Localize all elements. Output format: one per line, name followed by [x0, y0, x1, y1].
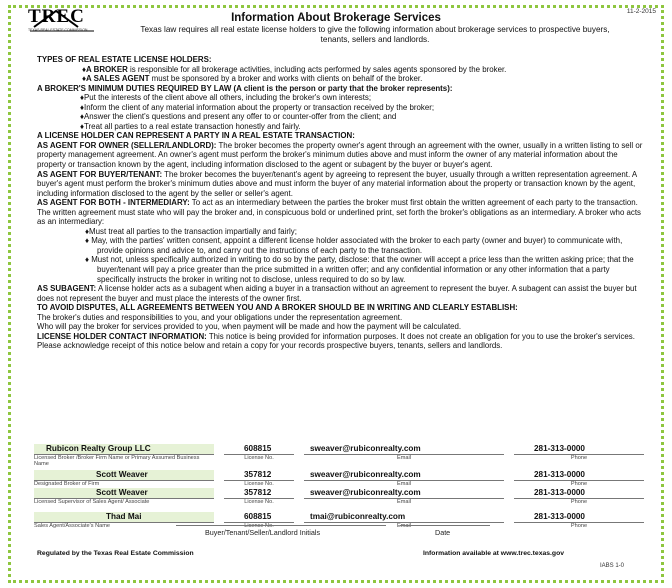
form-row-broker [34, 444, 654, 465]
page-title: Information About Brokerage Services [231, 12, 441, 24]
intermediary-item: ♦Must treat all parties to the transaction impartially and fairly; [85, 226, 297, 236]
notice-body [37, 55, 644, 351]
email-label: Email [304, 498, 504, 505]
email-field[interactable]: sweaver@rubiconrealty.com [310, 470, 421, 479]
duty-item: ♦Treat all parties to a real estate transaction honestly and fairly. [80, 121, 301, 131]
represent-heading: A LICENSE HOLDER CAN REPRESENT A PARTY IN A REAL ESTATE TRANSACTION: [37, 131, 355, 141]
name-label: Licensed Supervisor of Sales Agent/ Associate [34, 498, 214, 505]
intermediary-item: ♦ Must not, unless specifically authorized in writing to do so by the party, disclose: that the owner will accept a price less than the written asking price; that the buyer/tenant will pay a price greater than the price submitted in a written offer; and any confidential information or any other information that a party specifically instructs the broker in writing not to disclose, unless required to do so by law. [85, 255, 634, 284]
email-label: Email [304, 480, 504, 487]
intro-text: Texas law requires all real estate license holders to give the following information about brokerage services to prospective buyers, tenants, sellers and landlords. [140, 25, 610, 44]
license-field[interactable]: 357812 [244, 470, 272, 479]
email-field[interactable]: sweaver@rubiconrealty.com [310, 444, 421, 453]
logo-subtitle: TEXAS REAL ESTATE COMMISSION [28, 28, 88, 32]
contact-para: LICENSE HOLDER CONTACT INFORMATION: This notice is being provided for information purposes. It does not create an obligation for you to use the broker's services. Please acknowledge receipt of this notice below and retain a copy for your records prospective buyers, tenants, sellers and landlords. [37, 331, 635, 351]
form-id: IABS 1-0 [600, 563, 625, 569]
disputes-heading: TO AVOID DISPUTES, ALL AGREEMENTS BETWEEN YOU AND A BROKER SHOULD BE IN WRITING AND CLEARLY ESTABLISH: [37, 303, 518, 313]
email-label: Email [304, 522, 504, 529]
form-date: 11-2-2015 [626, 8, 656, 15]
form-row-agent [34, 512, 654, 533]
license-label: License No. [224, 498, 294, 505]
license-field[interactable]: 608815 [244, 444, 272, 453]
phone-field[interactable]: 281-313-0000 [534, 444, 585, 453]
designated-broker-field[interactable]: Scott Weaver [96, 470, 148, 479]
name-label: Designated Broker of Firm [34, 480, 214, 487]
phone-field[interactable]: 281-313-0000 [534, 470, 585, 479]
license-holder-form [34, 444, 654, 544]
owner-agent-para: AS AGENT FOR OWNER (SELLER/LANDLORD): The broker becomes the property owner's agent through an agreement with the owner, usually in a written listing to sell or property management agreement. An owner's agent must perform the broker's minimum duties above and must inform the owner of any material information about the property or transaction known by the agent, including information disclosed to the agent or subagent by the buyer or buyer's agent. [37, 140, 643, 170]
name-label: Sales Agent/Associate's Name [34, 522, 214, 529]
logo-text: TREC [28, 6, 85, 27]
phone-label: Phone [514, 454, 644, 461]
duty-item: ♦Put the interests of the client above all others, including the broker's own interests; [80, 93, 372, 103]
phone-field[interactable]: 281-313-0000 [534, 488, 585, 497]
broker-item: ♦A BROKER is responsible for all brokerage activities, including acts performed by sales agents sponsored by the broker. [82, 64, 507, 74]
name-label: Licensed Broker /Broker Firm Name or Primary Assumed Business Name [34, 454, 214, 467]
duties-heading: A BROKER'S MINIMUM DUTIES REQUIRED BY LAW (A client is the person or party that the broker represents): [37, 83, 453, 93]
phone-label: Phone [514, 498, 644, 505]
duty-item: ♦Answer the client's questions and present any offer to or counter-offer from the client; and [80, 112, 397, 122]
phone-label: Phone [514, 522, 644, 529]
email-label: Email [304, 454, 504, 461]
email-field[interactable]: tmai@rubiconrealty.com [310, 512, 406, 521]
license-label: License No. [224, 480, 294, 487]
license-label: License No. [224, 454, 294, 461]
phone-label: Phone [514, 480, 644, 487]
agent-item: ♦A SALES AGENT must be sponsored by a broker and works with clients on behalf of the broker. [82, 74, 423, 84]
email-field[interactable]: sweaver@rubiconrealty.com [310, 488, 421, 497]
intermediary-para: AS AGENT FOR BOTH - INTERMEDIARY: To act as an intermediary between the parties the broker must first obtain the written agreement of each party to the transaction. The written agreement must state who will pay the broker and, in conspicuous bold or underlined print, set forth the broker's obligations as an intermediary. A broker who acts as an intermediary: [37, 198, 641, 227]
duty-item: ♦Inform the client of any material information about the property or transaction received by the broker; [80, 102, 435, 112]
types-heading: TYPES OF REAL ESTATE LICENSE HOLDERS: [37, 55, 212, 64]
date-label: Date [435, 528, 451, 537]
dispute-item: Who will pay the broker for services provided to you, when payment will be made and how the payment will be calculated. [37, 322, 462, 332]
footer-regulated: Regulated by the Texas Real Estate Commission [37, 550, 194, 557]
license-label: License No. [224, 522, 294, 529]
initials-line[interactable] [176, 525, 386, 526]
buyer-agent-para: AS AGENT FOR BUYER/TENANT: The broker becomes the buyer/tenant's agent by agreeing to represent the buyer, usually through a written representation agreement. A buyer's agent must perform the broker's minimum duties above and must inform the buyer of any material information about the property or transaction known by the agent, including information disclosed to the agent by the seller or seller's agent. [37, 169, 637, 198]
form-row-supervisor [34, 488, 654, 509]
date-line[interactable] [400, 525, 490, 526]
broker-name-field[interactable]: Rubicon Realty Group LLC [46, 444, 151, 453]
phone-field[interactable]: 281-313-0000 [534, 512, 585, 521]
initials-label: Buyer/Tenant/Seller/Landlord Initials [205, 528, 321, 537]
subagent-para: AS SUBAGENT: A license holder acts as a subagent when aiding a buyer in a transaction without an agreement to represent the buyer. A subagent can assist the buyer but does not represent the buyer and must place the interests of the owner first. [37, 284, 637, 303]
agent-name-field[interactable]: Thad Mai [106, 512, 142, 521]
dispute-item: The broker's duties and responsibilities to you, and your obligations under the representation agreement. [37, 312, 403, 322]
supervisor-field[interactable]: Scott Weaver [96, 488, 148, 497]
intermediary-item: ♦ May, with the parties' written consent, appoint a different license holder associated with the broker to each party (owner and buyer) to communicate with, provide opinions and advice to, and carry out the instructions of each party to the transaction. [85, 236, 623, 255]
license-field[interactable]: 357812 [244, 488, 272, 497]
license-field[interactable]: 608815 [244, 512, 272, 521]
footer-info: Information available at www.trec.texas.gov [423, 550, 565, 557]
